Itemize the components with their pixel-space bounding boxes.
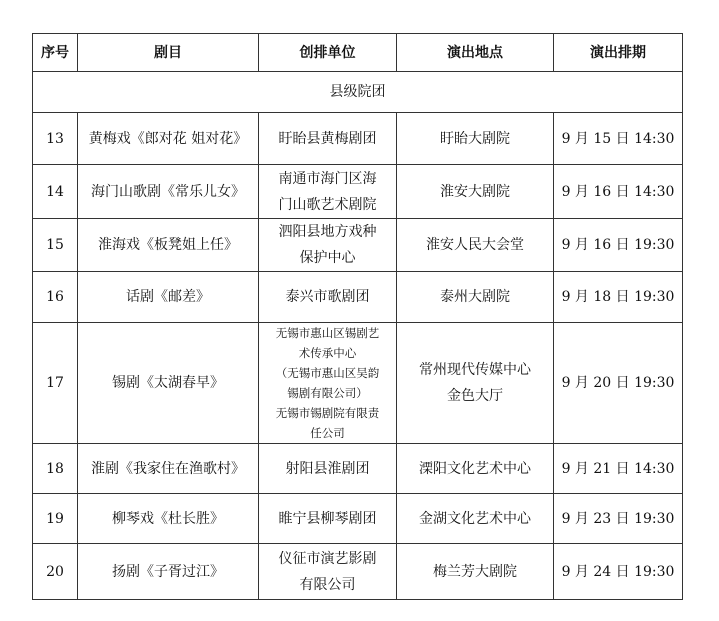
row-number: 14 bbox=[33, 165, 78, 219]
unit-line: 泰兴市歌剧团 bbox=[285, 289, 370, 305]
row-date: 9 月 16 日 14:30 bbox=[554, 165, 683, 219]
row-number: 15 bbox=[33, 219, 78, 272]
header-date: 演出排期 bbox=[554, 34, 683, 72]
row-date: 9 月 20 日 19:30 bbox=[554, 323, 683, 444]
row-date: 9 月 21 日 14:30 bbox=[554, 444, 683, 494]
row-number: 16 bbox=[33, 272, 78, 323]
row-number: 17 bbox=[33, 323, 78, 444]
unit-line: 睢宁县柳琴剧团 bbox=[278, 510, 377, 527]
row-date: 9 月 18 日 19:30 bbox=[554, 272, 683, 323]
table-row bbox=[33, 544, 683, 600]
unit-line: 南通市海门区海 bbox=[278, 170, 377, 187]
header-unit: 创排单位 bbox=[259, 34, 397, 72]
unit-line: （无锡市惠山区吴韵 bbox=[275, 366, 380, 380]
venue-line: 淮安大剧院 bbox=[440, 183, 510, 200]
unit-line: 门山歌艺术剧院 bbox=[278, 196, 377, 213]
header-title: 剧目 bbox=[78, 34, 259, 72]
unit-line: 任公司 bbox=[310, 426, 345, 440]
row-unit bbox=[259, 272, 397, 323]
venue-line: 金色大厅 bbox=[447, 388, 503, 404]
unit-line: 无锡市惠山区锡剧艺 bbox=[275, 326, 380, 340]
row-unit bbox=[259, 323, 397, 444]
venue-line: 常州现代传媒中心 bbox=[419, 362, 531, 378]
venue-line: 泰州大剧院 bbox=[440, 289, 510, 305]
performance-schedule-table bbox=[32, 33, 683, 600]
unit-line: 盱眙县黄梅剧团 bbox=[278, 130, 377, 147]
row-title: 黄梅戏《郎对花 姐对花》 bbox=[78, 113, 259, 165]
venue-line: 金湖文化艺术中心 bbox=[419, 510, 531, 527]
table-row bbox=[33, 272, 683, 323]
row-venue bbox=[397, 444, 554, 494]
row-unit bbox=[259, 219, 397, 272]
row-venue bbox=[397, 165, 554, 219]
section-title: 县级院团 bbox=[33, 72, 683, 113]
row-number: 18 bbox=[33, 444, 78, 494]
row-title: 扬剧《子胥过江》 bbox=[78, 544, 259, 600]
row-title: 话剧《邮差》 bbox=[78, 272, 259, 323]
venue-line: 梅兰芳大剧院 bbox=[433, 563, 517, 580]
header-number: 序号 bbox=[33, 34, 78, 72]
row-number: 20 bbox=[33, 544, 78, 600]
table-row bbox=[33, 165, 683, 219]
row-title: 海门山歌剧《常乐儿女》 bbox=[78, 165, 259, 219]
header-venue: 演出地点 bbox=[397, 34, 554, 72]
table-row bbox=[33, 219, 683, 272]
row-unit bbox=[259, 494, 397, 544]
row-title: 淮剧《我家住在渔歌村》 bbox=[78, 444, 259, 494]
venue-line: 盱眙大剧院 bbox=[440, 130, 510, 147]
row-unit bbox=[259, 113, 397, 165]
row-title: 锡剧《太湖春早》 bbox=[78, 323, 259, 444]
venue-line: 溧阳文化艺术中心 bbox=[419, 460, 531, 477]
row-unit bbox=[259, 544, 397, 600]
venue-line: 淮安人民大会堂 bbox=[426, 237, 524, 253]
row-number: 19 bbox=[33, 494, 78, 544]
row-date: 9 月 16 日 19:30 bbox=[554, 219, 683, 272]
section-row bbox=[33, 72, 683, 113]
row-venue bbox=[397, 272, 554, 323]
row-title: 柳琴戏《杜长胜》 bbox=[78, 494, 259, 544]
row-date: 9 月 23 日 19:30 bbox=[554, 494, 683, 544]
table-row bbox=[33, 323, 683, 444]
unit-line: 保护中心 bbox=[299, 250, 356, 266]
row-unit bbox=[259, 165, 397, 219]
unit-line: 仪征市演艺影剧 bbox=[278, 550, 377, 567]
row-number: 13 bbox=[33, 113, 78, 165]
row-date: 9 月 24 日 19:30 bbox=[554, 544, 683, 600]
unit-line: 无锡市锡剧院有限责 bbox=[275, 406, 380, 420]
table-row bbox=[33, 113, 683, 165]
unit-line: 锡剧有限公司） bbox=[287, 386, 368, 400]
row-venue bbox=[397, 323, 554, 444]
unit-line: 有限公司 bbox=[299, 576, 356, 593]
row-venue bbox=[397, 219, 554, 272]
row-venue bbox=[397, 494, 554, 544]
header-row bbox=[33, 34, 683, 72]
row-venue bbox=[397, 544, 554, 600]
row-title: 淮海戏《板凳姐上任》 bbox=[78, 219, 259, 272]
table-row bbox=[33, 494, 683, 544]
row-unit bbox=[259, 444, 397, 494]
table-row bbox=[33, 444, 683, 494]
unit-line: 泗阳县地方戏种 bbox=[278, 224, 377, 240]
row-date: 9 月 15 日 14:30 bbox=[554, 113, 683, 165]
unit-line: 射阳县淮剧团 bbox=[285, 460, 370, 477]
row-venue bbox=[397, 113, 554, 165]
unit-line: 术传承中心 bbox=[298, 346, 357, 360]
